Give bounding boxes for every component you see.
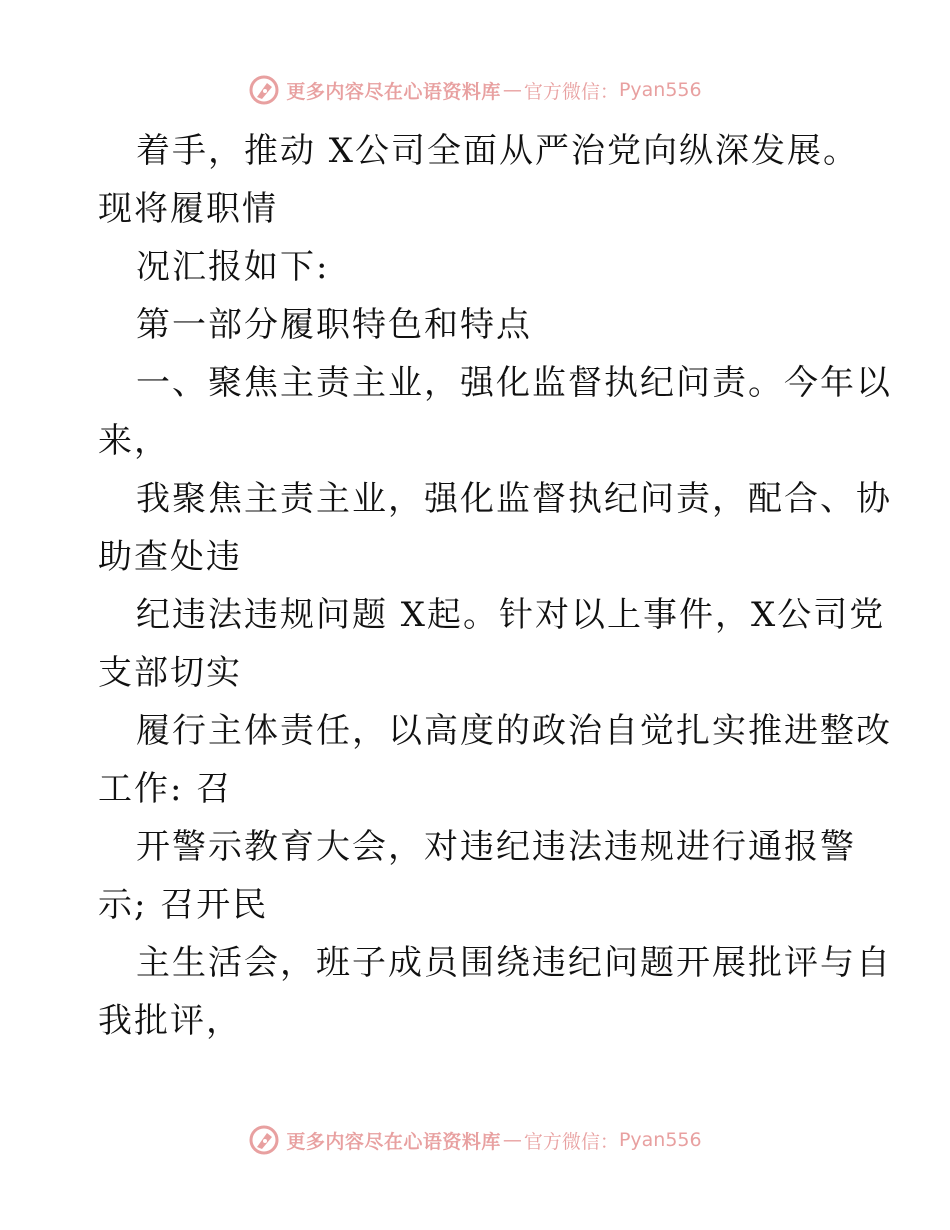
paragraph-line: 况汇报如下:	[136, 247, 330, 287]
watermark-separator: —	[502, 1129, 522, 1151]
watermark-banner-top	[0, 70, 950, 110]
paragraph-line: 助查处违	[98, 537, 242, 577]
paragraph-line: 来，	[98, 421, 170, 461]
paragraph-line: 支部切实	[98, 653, 242, 693]
watermark-main-text: 更多内容尽在心语资料库	[286, 80, 501, 103]
paragraph-line: 示; 召开民	[98, 885, 269, 925]
paragraph-line: 履行主体责任，以高度的政治自觉扎实推进整改	[136, 711, 892, 751]
paragraph-line: 开警示教育大会，对违纪违法违规进行通报警	[136, 827, 856, 867]
paragraph-line: 纪违法违规问题 X起。针对以上事件，X公司党	[136, 595, 886, 635]
section-heading: 第一部分履职特色和特点	[136, 305, 532, 345]
paragraph-line: 现将履职情	[98, 189, 278, 229]
paragraph-line: 我批评，	[98, 1001, 242, 1041]
pen-nib-circle-icon	[248, 74, 280, 106]
paragraph-line: 我聚焦主责主业，强化监督执纪问责，配合、协	[136, 479, 892, 519]
watermark-wechat-label: 官方微信：	[523, 80, 619, 103]
paragraph-line: 主生活会，班子成员围绕违纪问题开展批评与自	[136, 943, 892, 983]
paragraph-line: 着手，推动 X公司全面从严治党向纵深发展。	[136, 131, 860, 171]
watermark-wechat-label: 官方微信：	[523, 1130, 619, 1153]
watermark-wechat-id: Pyan556	[618, 79, 702, 101]
paragraph-line: 工作: 召	[98, 769, 233, 809]
pen-nib-circle-icon	[248, 1124, 280, 1156]
watermark-wechat-id: Pyan556	[618, 1129, 702, 1151]
watermark-banner-bottom	[0, 1120, 950, 1160]
paragraph-line: 一、聚焦主责主业，强化监督执纪问责。今年以	[136, 363, 892, 403]
document-body	[98, 122, 892, 1050]
watermark-main-text: 更多内容尽在心语资料库	[286, 1130, 501, 1153]
watermark-separator: —	[502, 79, 522, 101]
